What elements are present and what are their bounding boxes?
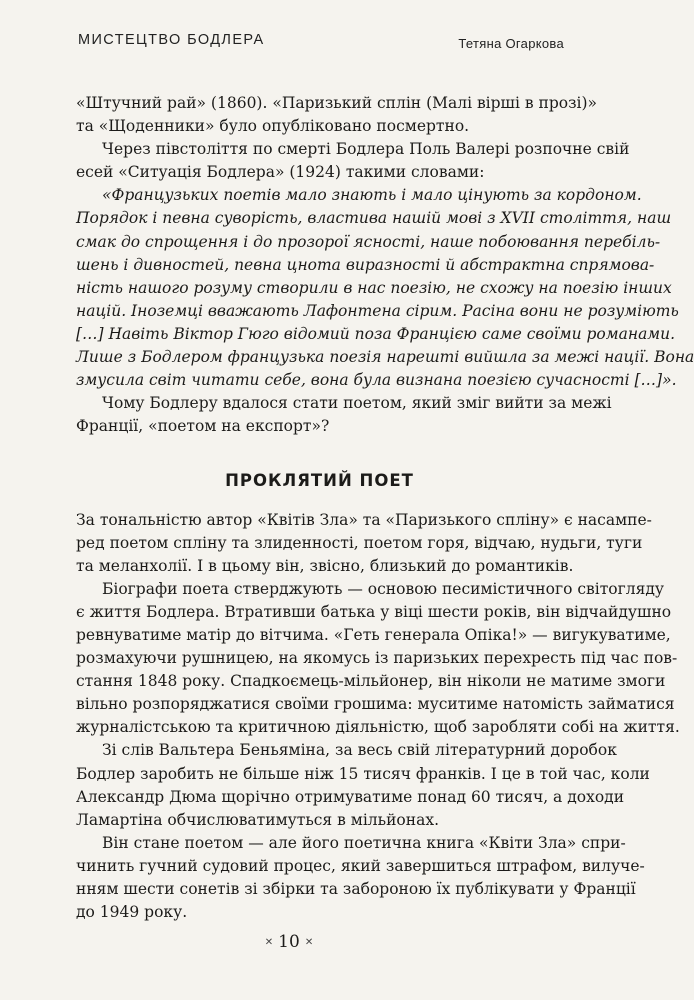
text-line: ред поетом спліну та злиденності, поетом горя, відчаю, нудьги, туги — [76, 533, 643, 552]
text-line: За тональністю автор «Квітів Зла» та «Паризького спліну» є насампе- — [76, 510, 652, 529]
text-line: Біографи поета стверджують — основою песимістичного світогляду — [102, 579, 665, 598]
text-line: есей «Ситуація Бодлера» (1924) такими словами: — [76, 163, 485, 182]
text-line: націй. Іноземці вважають Лафонтена сірим. Расіна вони не розуміють — [76, 301, 679, 320]
text-line: Він стане поетом — але його поетична книга «Квіти Зла» спри- — [102, 833, 626, 852]
text-line: вільно розпоряджатися своїми грошима: муситиме натомість займатися — [76, 695, 675, 714]
page-number: 10 — [278, 932, 300, 952]
text-line: смак до спрощення і до прозорої ясності, наше побоювання перебіль- — [76, 232, 661, 251]
author-name: Тетяна Огаркова — [458, 36, 564, 51]
text-line: шень і дивностей, певна цнота виразності й абстрактна спрямова- — [76, 255, 655, 274]
text-line: «Французьких поетів мало знають і мало цінують за кордоном. — [102, 186, 642, 205]
text-line: Через півстоліття по смерті Бодлера Поль Валері розпочне свій — [102, 140, 630, 159]
ornament-icon: ✕ — [264, 937, 274, 948]
ornament-icon: ✕ — [304, 937, 314, 948]
text-line: є життя Бодлера. Втративши батька у віці шести років, він відчайдушно — [76, 602, 672, 621]
text-line: нням шести сонетів зі збірки та забороною їх публікувати у Франції — [76, 880, 636, 898]
text-line: Франції, «поетом на експорт»? — [76, 417, 330, 436]
text-line: та «Щоденники» було опубліковано посмертно. — [76, 117, 470, 136]
text-line: […] Навіть Віктор Гюго відомий поза Францією саме своїми романами. — [76, 324, 676, 343]
text-line: стання 1848 року. Спадкоємець-мільйонер, він ніколи не матиме змоги — [76, 672, 666, 691]
text-line: змусила світ читати себе, вона була визнана поезією сучасності […]». — [76, 371, 677, 390]
text-line: «Штучний рай» (1860). «Паризький сплін (Малі вірші в прозі)» — [76, 94, 598, 112]
paragraph — [76, 138, 630, 184]
text-line: Порядок і певна суворість, властива нашій мові з XVII століття, наш — [76, 209, 672, 228]
text-line: ність нашого розуму створили в нас поезію, не схожу на поезію інших — [76, 278, 672, 297]
page-footer — [0, 932, 578, 952]
paragraph — [76, 509, 652, 578]
section-heading: ПРОКЛЯТИЙ ПОЕТ — [225, 471, 414, 491]
text-line: чинить гучний судовий процес, який завершиться штрафом, вилуче- — [76, 856, 645, 875]
page-body — [76, 92, 694, 924]
book-title: МИСТЕЦТВО БОДЛЕРА — [78, 32, 265, 48]
text-line: Зі слів Вальтера Беньяміна, за весь свій літературний доробок — [102, 741, 617, 760]
quote-block — [76, 184, 694, 392]
text-line: Александр Дюма щорічно отримуватиме понад 60 тисяч, а доходи — [76, 787, 625, 806]
text-line: ревнуватиме матір до вітчима. «Геть генерала Опіка!» — вигукуватиме, — [76, 625, 671, 644]
text-line: Ламартіна обчислюватимуться в мільйонах. — [76, 810, 439, 829]
paragraph — [76, 392, 612, 438]
paragraph — [76, 92, 598, 138]
text-line: Лише з Бодлером французька поезія нарешті вийшла за межі нації. Вона — [76, 348, 694, 367]
running-head — [78, 28, 564, 52]
paragraph — [76, 832, 645, 924]
text-line: та меланхолії. І в цьому він, звісно, близький до романтиків. — [76, 556, 574, 575]
text-line: журналістською та критичною діяльністю, щоб заробляти собі на життя. — [76, 718, 680, 737]
text-line: розмахуючи рушницею, на якомусь із паризьких перехресть під час пов- — [76, 649, 678, 668]
paragraph — [76, 739, 650, 831]
text-line: до 1949 року. — [76, 903, 188, 922]
text-line: Бодлер заробить не більше ніж 15 тисяч франків. І це в той час, коли — [76, 764, 650, 783]
text-line: Чому Бодлеру вдалося стати поетом, який зміг вийти за межі — [102, 394, 612, 413]
paragraph — [76, 578, 680, 740]
